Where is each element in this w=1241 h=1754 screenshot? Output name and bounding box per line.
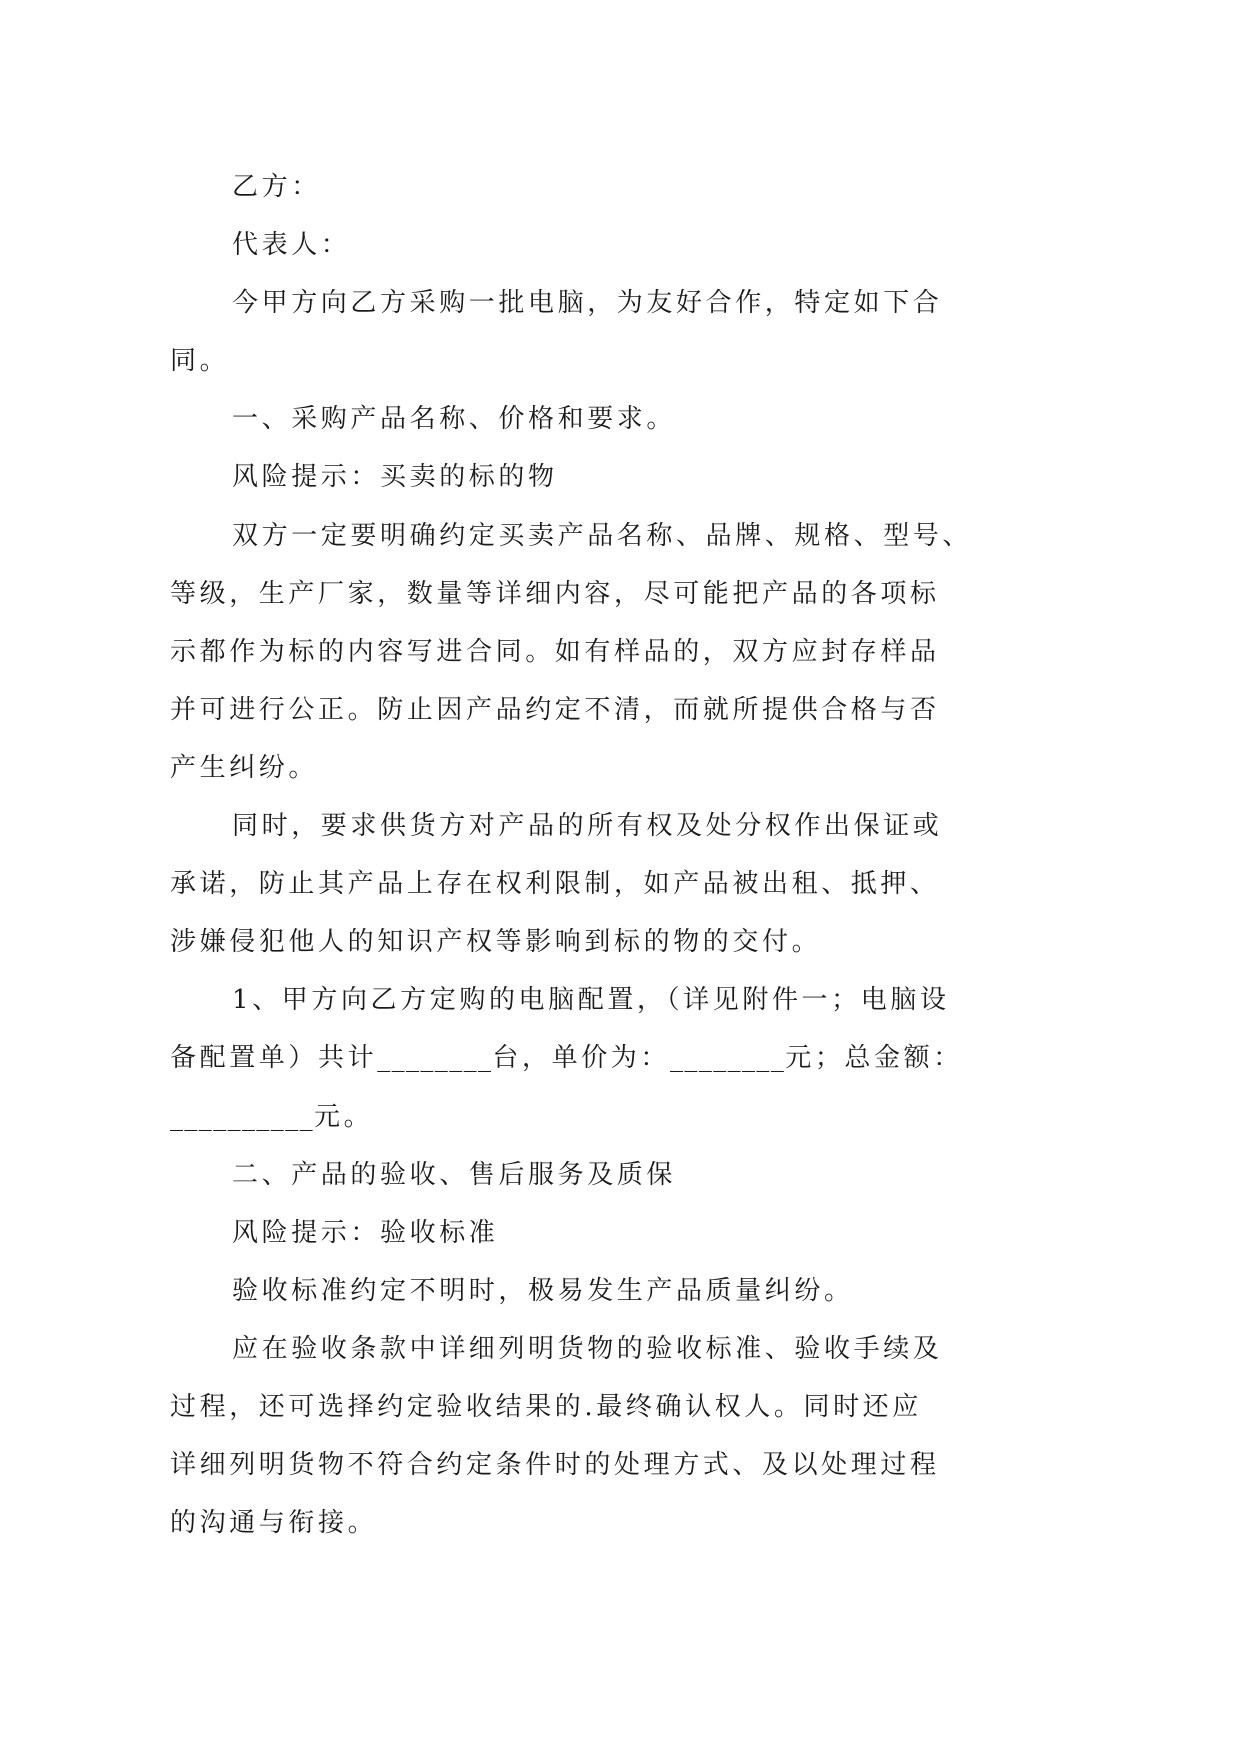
section-2-heading <box>170 1146 970 1204</box>
acceptance-terms-line-1: 应在验收条款中详细列明货物的验收标准、验收手续及 <box>232 1333 943 1364</box>
representative-paragraph <box>170 216 970 274</box>
section-1-heading <box>170 390 970 448</box>
subject-matter-paragraph <box>170 507 973 797</box>
subject-matter-line-2: 等级，生产厂家，数量等详细内容，尽可能把产品的各项标 <box>170 578 940 609</box>
order-clause-line-2 <box>170 1029 970 1087</box>
subject-matter-line-5: 产生纠纷。 <box>170 752 319 783</box>
blank-field: ________ <box>670 1043 786 1074</box>
subject-matter-line-3: 示都作为标的内容写进合同。如有样品的，双方应封存样品 <box>170 636 940 667</box>
acceptance-terms-line-4: 的沟通与衔接。 <box>170 1508 378 1539</box>
acceptance-terms-paragraph <box>170 1320 970 1552</box>
blank-field: __________ <box>170 1101 314 1132</box>
preamble-line-1: 今甲方向乙方采购一批电脑，为友好合作，特定如下合 <box>232 288 943 319</box>
line-text: 元；总金额： <box>785 1043 963 1074</box>
risk-note-2-heading-line: 风险提示：验收标准 <box>232 1217 499 1248</box>
representative-line: 代表人： <box>232 230 351 261</box>
section-1-heading-line: 一、采购产品名称、价格和要求。 <box>232 404 677 435</box>
line-text: 备配置单）共计 <box>170 1043 378 1074</box>
ownership-guarantee-line-3: 涉嫌侵犯他人的知识产权等影响到标的物的交付。 <box>170 927 822 958</box>
line-text: 元。 <box>314 1101 374 1132</box>
order-clause-line-1: 1、甲方向乙方定购的电脑配置，（详见附件一；电脑设 <box>232 985 950 1016</box>
acceptance-terms-line-2: 过程，还可选择约定验收结果的.最终确认权人。同时还应 <box>170 1391 922 1422</box>
risk-note-1-heading-line: 风险提示：买卖的标的物 <box>232 462 558 493</box>
blank-field: ________ <box>377 1043 493 1074</box>
order-clause-paragraph <box>170 971 970 1145</box>
risk-note-2-heading <box>170 1204 970 1262</box>
ownership-guarantee-paragraph <box>170 797 970 971</box>
acceptance-dispute-paragraph <box>170 1262 970 1320</box>
preamble-line-2: 同。 <box>170 346 230 377</box>
section-2-heading-line: 二、产品的验收、售后服务及质保 <box>232 1159 677 1190</box>
subject-matter-line-1: 双方一定要明确约定买卖产品名称、品牌、规格、型号、 <box>232 520 973 551</box>
subject-matter-line-4: 并可进行公正。防止因产品约定不清，而就所提供合格与否 <box>170 694 940 725</box>
party-b-line: 乙方： <box>232 172 321 202</box>
order-clause-line-3 <box>170 1088 970 1146</box>
ownership-guarantee-line-1: 同时，要求供货方对产品的所有权及处分权作出保证或 <box>232 811 943 842</box>
line-text: 台，单价为： <box>492 1043 671 1074</box>
risk-note-1-heading <box>170 448 970 506</box>
contract-text-body <box>170 158 973 1552</box>
acceptance-dispute-line: 验收标准约定不明时，极易发生产品质量纠纷。 <box>232 1275 854 1306</box>
ownership-guarantee-line-2: 承诺，防止其产品上存在权利限制，如产品被出租、抵押、 <box>170 869 940 900</box>
preamble-paragraph <box>170 274 970 390</box>
acceptance-terms-line-3: 详细列明货物不符合约定条件时的处理方式、及以处理过程 <box>170 1450 940 1481</box>
party-b-paragraph <box>170 158 970 216</box>
